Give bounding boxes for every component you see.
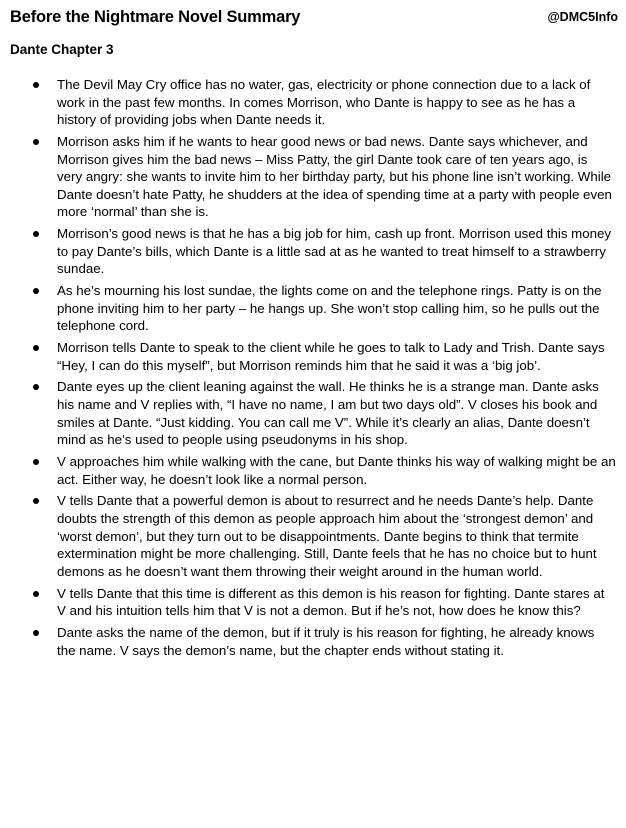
bullet-text: The Devil May Cry office has no water, gas, electricity or phone connection due to a lack of work in the past few months. In comes Morrison, who Dante is happy to see as he has a history of providing jobs when Dante needs it. <box>57 77 591 128</box>
bullet-text: Morrison asks him if he wants to hear good news or bad news. Dante says whichever, and Morrison gives him the bad news – Miss Patty, the girl Dante took care of ten years ago, is very angry: she wants to invite him to her birthday party, but his phone line isn’t working. While Dante doesn’t hate Patty, he shudders at the idea of spending time at a party with people even more ‘normal’ than she is. <box>57 133 612 220</box>
summary-bullet <box>0 585 626 620</box>
author-handle: @DMC5Info <box>547 10 618 24</box>
bullet-text: Morrison’s good news is that he has a big job for him, cash up front. Morrison used this money to pay Dante’s bills, which Dante is a little sad at as he wanted to treat himself to a strawberry sundae. <box>57 226 612 277</box>
bullet-dot-icon <box>33 459 39 465</box>
summary-bullet <box>0 378 626 448</box>
bullet-text: V tells Dante that this time is different as this demon is his reason for fighting. Dante stares at V and his intuition tells him that V is not a demon. But if he’s not, how does he know this? <box>57 585 605 619</box>
bullet-dot-icon <box>33 591 39 597</box>
document-header <box>10 8 618 30</box>
bullet-dot-icon <box>33 630 39 636</box>
summary-bullet <box>0 282 626 335</box>
bullet-text: V approaches him while walking with the cane, but Dante thinks his way of walking might be an act. Either way, he doesn’t look like a normal person. <box>57 454 616 487</box>
summary-bullet <box>0 225 626 278</box>
summary-bullet <box>0 339 626 374</box>
bullet-dot-icon <box>33 82 39 88</box>
bullet-text: Dante asks the name of the demon, but if it truly is his reason for fighting, he already knows the name. V says the demon’s name, but the chapter ends without stating it. <box>57 624 595 658</box>
bullet-text: V tells Dante that a powerful demon is about to resurrect and he needs Dante’s help. Dante doubts the strength of this demon as people approach him about the ‘strongest demon’ and ‘worst demon’, but they turn out to be disappointments. Dante begins to think that termite extermination might be more challenging. Still, Dante feels that he has no choice but to hunt demons as he doesn’t want them throwing their weight around in the human world. <box>57 493 597 579</box>
bullet-text: As he’s mourning his lost sundae, the lights come on and the telephone rings. Patty is on the phone inviting him to her party – he hangs up. She won’t stop calling him, so he pulls out the telephone cord. <box>57 283 602 334</box>
bullet-dot-icon <box>33 345 39 351</box>
bullet-text: Morrison tells Dante to speak to the client while he goes to talk to Lady and Trish. Dante says “Hey, I can do this myself”, but Morrison reminds him that he said it was a ‘big job’. <box>57 340 605 373</box>
summary-bullet-list <box>0 76 626 663</box>
chapter-heading: Dante Chapter 3 <box>10 42 114 57</box>
bullet-dot-icon <box>33 384 39 390</box>
bullet-dot-icon <box>33 231 39 237</box>
summary-bullet <box>0 76 626 129</box>
summary-bullet <box>0 453 626 488</box>
summary-bullet <box>0 133 626 221</box>
summary-bullet <box>0 624 626 659</box>
summary-bullet <box>0 492 626 580</box>
document-title: Before the Nightmare Novel Summary <box>10 8 301 26</box>
bullet-dot-icon <box>33 498 39 504</box>
bullet-dot-icon <box>33 139 39 145</box>
bullet-dot-icon <box>33 288 39 294</box>
bullet-text: Dante eyes up the client leaning against the wall. He thinks he is a strange man. Dante asks his name and V replies with, “I have no name, I am but two days old”. V closes his book and smiles at Dante. “Just kidding. You can call me V”. While it’s clearly an alias, Dante doesn’t mind as he’s used to people using pseudonyms in his shop. <box>57 379 599 448</box>
